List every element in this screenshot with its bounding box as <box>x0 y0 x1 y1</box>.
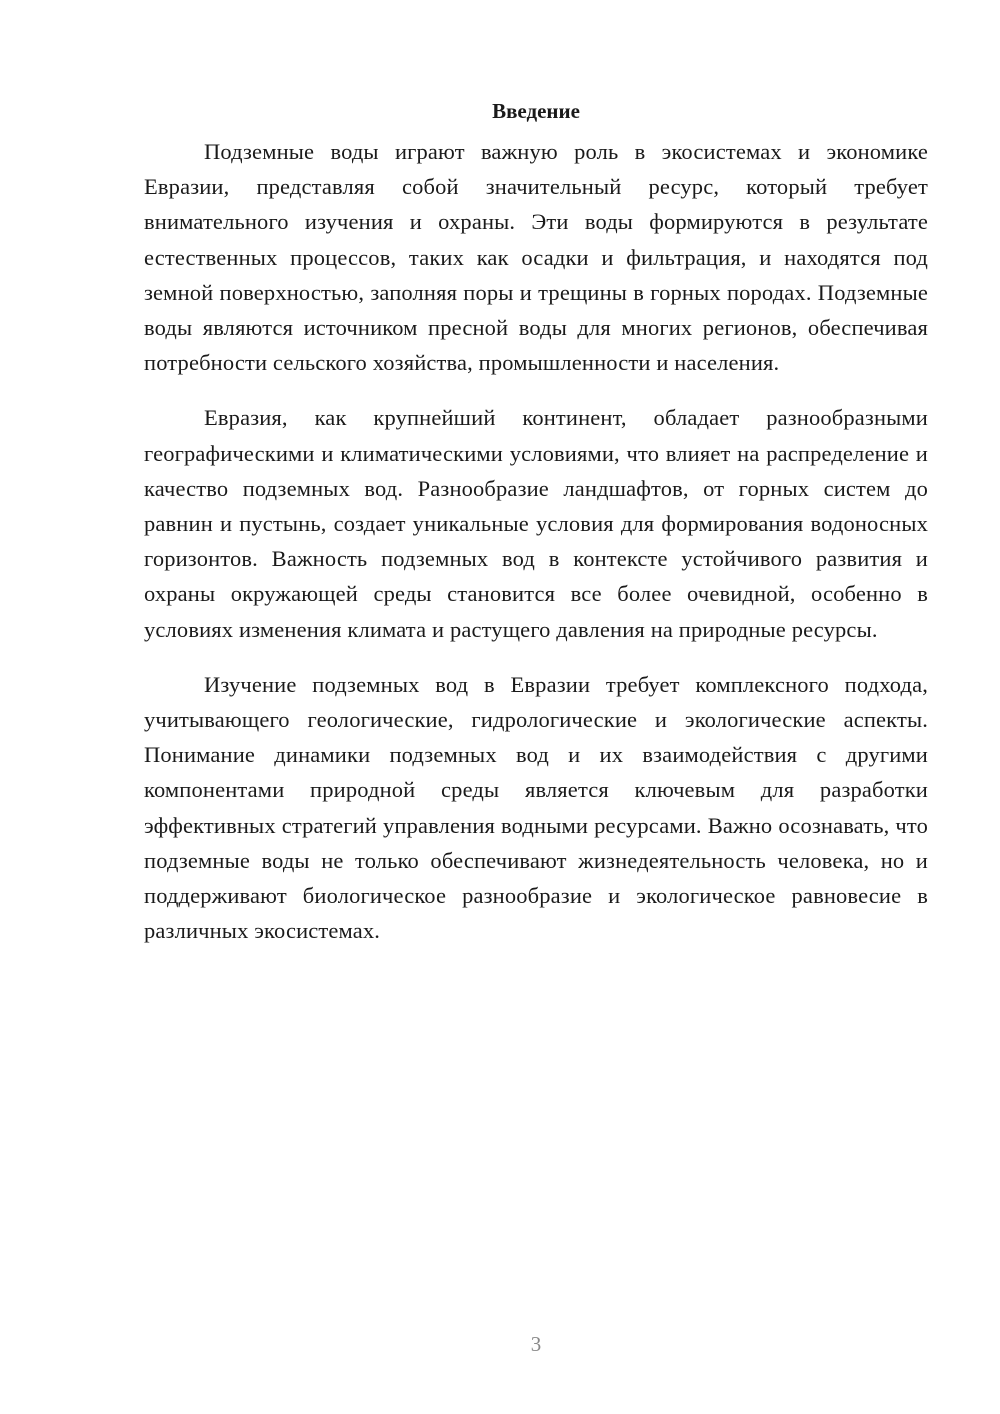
page-number: 3 <box>530 1332 542 1356</box>
page-content <box>144 94 928 968</box>
paragraph-1: Подземные воды играют важную роль в экосистемах и экономике Евразии, представляя собой значительный ресурс, который требует внимательного изучения и охраны. Эти воды формируются в результате естественных процессов, таких как осадки и фильтрация, и находятся под земной поверхностью, заполняя поры и трещины в горных породах. Подземные воды являются источником пресной воды для многих регионов, обеспечивая потребности сельского хозяйства, промышленности и населения. <box>144 139 928 376</box>
paragraph-3: Изучение подземных вод в Евразии требует комплексного подхода, учитывающего геологические, гидрологические и экологические аспекты. Понимание динамики подземных вод и их взаимодействия с другими компонентами природной среды является ключевым для разработки эффективных стратегий управления водными ресурсами. Важно осознавать, что подземные воды не только обеспечивают жизнедеятельность человека, но и поддерживают биологическое разнообразие и экологическое равновесие в различных экосистемах. <box>144 671 928 944</box>
section-heading: Введение <box>492 99 580 123</box>
paragraph-2: Евразия, как крупнейший континент, обладает разнообразными географическими и климатическими условиями, что влияет на распределение и качество подземных вод. Разнообразие ландшафтов, от горных систем до равнин и пустынь, создает уникальные условия для формирования водоносных горизонтов. Важность подземных вод в контексте устойчивого развития и охраны окружающей среды становится все более очевидной, особенно в условиях изменения климата и растущего давления на природные ресурсы. <box>144 405 928 642</box>
